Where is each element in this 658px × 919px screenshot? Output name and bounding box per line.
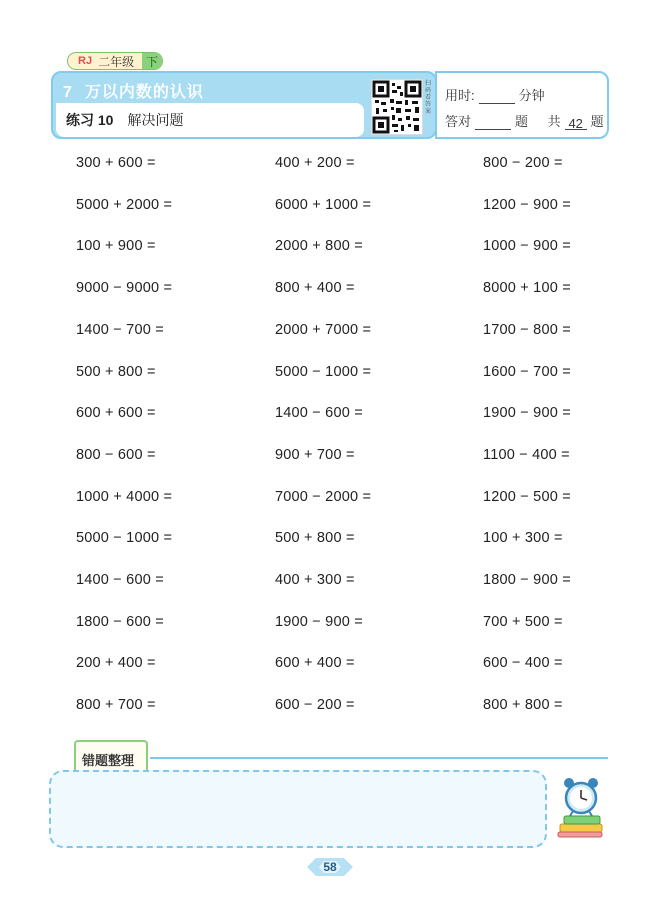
problem-r12-c3: 700 + 500 =	[483, 614, 563, 630]
problem-r9-c1: 1000 + 4000 =	[76, 489, 173, 505]
problem-r1-c2: 400 + 200 =	[275, 155, 355, 171]
page-number-badge	[307, 855, 353, 879]
total-unit: 题	[590, 114, 604, 129]
problem-r7-c3: 1900 − 900 =	[483, 405, 571, 421]
page-number: 58	[323, 860, 337, 874]
problem-r13-c3: 600 − 400 =	[483, 655, 563, 671]
problem-r5-c1: 1400 − 700 =	[76, 322, 164, 338]
problem-r11-c1: 1400 − 600 =	[76, 572, 164, 588]
time-label: 用时:	[445, 88, 475, 103]
problem-r4-c3: 8000 + 100 =	[483, 280, 571, 296]
total-label: 共	[547, 114, 561, 129]
problem-r14-c3: 800 + 800 =	[483, 697, 563, 713]
problem-r1-c1: 300 + 600 =	[76, 155, 156, 171]
problem-r14-c1: 800 + 700 =	[76, 697, 156, 713]
unit-title-text: 万以内数的认识	[84, 84, 204, 101]
problem-r8-c3: 1100 − 400 =	[483, 447, 570, 463]
time-unit: 分钟	[518, 88, 545, 103]
problem-r6-c3: 1600 − 700 =	[483, 364, 571, 380]
qr-side-text: 扫码看答案	[425, 81, 432, 115]
problem-r10-c3: 100 + 300 =	[483, 530, 563, 546]
unit-number: 7	[63, 84, 73, 101]
problem-r3-c2: 2000 + 800 =	[275, 238, 363, 254]
problem-r10-c2: 500 + 800 =	[275, 530, 355, 546]
total-count: 42	[565, 118, 587, 130]
error-section-rule	[150, 757, 608, 759]
problem-r11-c2: 400 + 300 =	[275, 572, 355, 588]
problem-r9-c3: 1200 − 500 =	[483, 489, 571, 505]
problem-r6-c2: 5000 − 1000 =	[275, 364, 372, 380]
error-notes-area[interactable]	[49, 770, 547, 848]
volume-label: 下	[142, 53, 162, 69]
alarm-clock-books-icon	[556, 774, 606, 838]
problem-r8-c1: 800 − 600 =	[76, 447, 156, 463]
problem-r2-c3: 1200 − 900 =	[483, 197, 571, 213]
problem-r12-c2: 1900 − 900 =	[275, 614, 363, 630]
problem-r1-c3: 800 − 200 =	[483, 155, 563, 171]
problem-r12-c1: 1800 − 600 =	[76, 614, 164, 630]
problem-r8-c2: 900 + 700 =	[275, 447, 355, 463]
problem-r2-c2: 6000 + 1000 =	[275, 197, 372, 213]
problem-r2-c1: 5000 + 2000 =	[76, 197, 173, 213]
problem-r5-c2: 2000 + 7000 =	[275, 322, 372, 338]
problem-r13-c2: 600 + 400 =	[275, 655, 355, 671]
correct-label: 答对	[445, 114, 472, 129]
problem-r3-c1: 100 + 900 =	[76, 238, 156, 254]
problem-r11-c3: 1800 − 900 =	[483, 572, 571, 588]
series-label: RJ	[78, 55, 93, 67]
correct-unit: 题	[515, 114, 529, 129]
problem-r13-c1: 200 + 400 =	[76, 655, 156, 671]
problem-r14-c2: 600 − 200 =	[275, 697, 355, 713]
problem-r7-c2: 1400 − 600 =	[275, 405, 363, 421]
problem-r6-c1: 500 + 800 =	[76, 364, 156, 380]
exercise-title: 解决问题	[127, 112, 184, 128]
problem-r10-c1: 5000 − 1000 =	[76, 530, 173, 546]
problem-r7-c1: 600 + 600 =	[76, 405, 156, 421]
grade-label: 二年级	[98, 54, 135, 69]
problem-r4-c1: 9000 − 9000 =	[76, 280, 173, 296]
problem-r3-c3: 1000 − 900 =	[483, 238, 571, 254]
problem-r5-c3: 1700 − 800 =	[483, 322, 571, 338]
exercise-number: 练习 10	[66, 112, 114, 128]
problem-r4-c2: 800 + 400 =	[275, 280, 355, 296]
error-section-title: 错题整理	[82, 753, 135, 768]
problem-r9-c2: 7000 − 2000 =	[275, 489, 372, 505]
